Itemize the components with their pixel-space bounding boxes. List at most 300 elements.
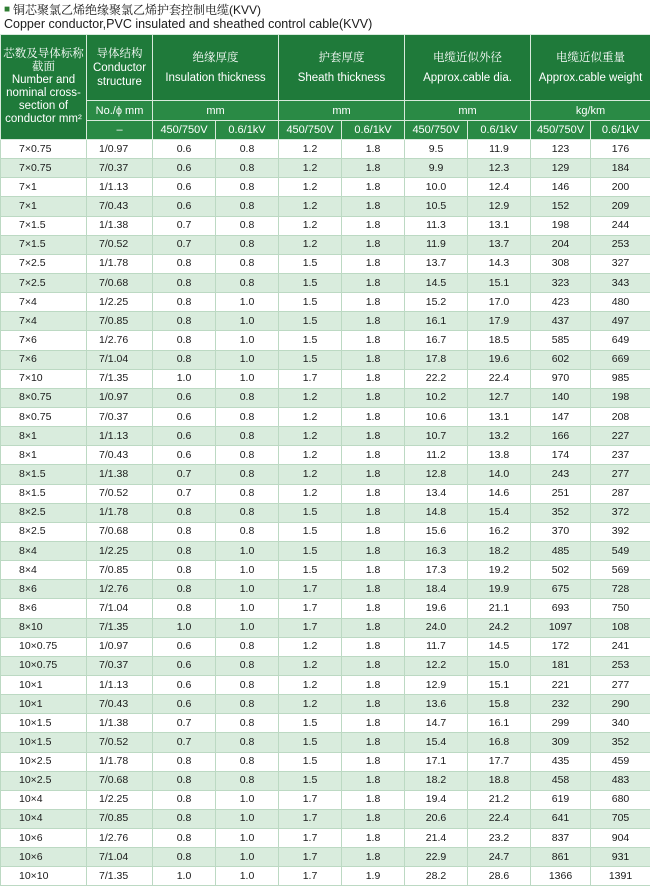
- table-cell: 16.8: [468, 733, 531, 752]
- header-cable-weight: 电缆近似重量 Approx.cable weight: [531, 35, 650, 101]
- table-cell: 198: [591, 388, 650, 407]
- table-cell: 693: [531, 599, 591, 618]
- table-cell: 1.2: [279, 656, 342, 675]
- table-cell: 7/0.68: [87, 273, 153, 292]
- header-insulation-thickness: 绝缘厚度 Insulation thickness: [153, 35, 279, 101]
- table-cell: 1.5: [279, 312, 342, 331]
- table-cell: 1.5: [279, 254, 342, 273]
- table-cell: 8×1.5: [1, 484, 87, 503]
- table-cell: 0.7: [153, 235, 216, 254]
- title-cn: 铜芯聚氯乙烯绝缘聚氯乙烯护套控制电缆(KVV): [13, 3, 261, 17]
- table-cell: 1.0: [216, 331, 279, 350]
- table-cell: 423: [531, 293, 591, 312]
- table-cell: 243: [531, 465, 591, 484]
- table-cell: 7/0.43: [87, 695, 153, 714]
- table-cell: 22.2: [405, 369, 468, 388]
- table-cell: 24.0: [405, 618, 468, 637]
- table-cell: 1.0: [216, 580, 279, 599]
- table-cell: 0.6: [153, 656, 216, 675]
- table-row: [1, 867, 650, 886]
- unit-structure: No./ϕ mm: [87, 101, 153, 121]
- table-cell: 15.4: [468, 503, 531, 522]
- table-cell: 1.8: [342, 503, 405, 522]
- table-cell: 19.9: [468, 580, 531, 599]
- table-cell: 0.7: [153, 733, 216, 752]
- table-cell: 323: [531, 273, 591, 292]
- table-cell: 1.8: [342, 369, 405, 388]
- table-cell: 221: [531, 675, 591, 694]
- table-cell: 1/0.97: [87, 140, 153, 159]
- table-row: [1, 714, 650, 733]
- table-cell: 10.7: [405, 427, 468, 446]
- table-cell: 22.4: [468, 809, 531, 828]
- table-cell: 1.8: [342, 273, 405, 292]
- table-cell: 569: [591, 561, 650, 580]
- table-cell: 17.3: [405, 561, 468, 580]
- table-cell: 15.2: [405, 293, 468, 312]
- table-cell: 10×1.5: [1, 733, 87, 752]
- table-cell: 1.8: [342, 675, 405, 694]
- table-cell: 0.8: [216, 178, 279, 197]
- table-row: [1, 561, 650, 580]
- table-cell: 1.8: [342, 752, 405, 771]
- table-cell: 10×2.5: [1, 771, 87, 790]
- table-cell: 7/0.85: [87, 809, 153, 828]
- table-cell: 1.8: [342, 216, 405, 235]
- table-cell: 14.5: [405, 273, 468, 292]
- table-cell: 1.8: [342, 140, 405, 159]
- table-cell: 549: [591, 541, 650, 560]
- table-cell: 1.5: [279, 293, 342, 312]
- table-cell: 7×4: [1, 312, 87, 331]
- table-cell: 0.8: [216, 733, 279, 752]
- table-cell: 19.4: [405, 790, 468, 809]
- table-cell: 0.8: [216, 675, 279, 694]
- table-cell: 352: [531, 503, 591, 522]
- table-cell: 1.8: [342, 771, 405, 790]
- table-cell: 1.2: [279, 140, 342, 159]
- table-cell: 18.4: [405, 580, 468, 599]
- table-cell: 28.2: [405, 867, 468, 886]
- table-cell: 340: [591, 714, 650, 733]
- table-row: [1, 695, 650, 714]
- table-cell: 299: [531, 714, 591, 733]
- table-cell: 12.9: [405, 675, 468, 694]
- table-cell: 14.7: [405, 714, 468, 733]
- table-cell: 1/0.97: [87, 637, 153, 656]
- table-cell: 1.8: [342, 254, 405, 273]
- table-cell: 1.8: [342, 561, 405, 580]
- bullet-square-icon: ■: [4, 3, 10, 17]
- table-cell: 1.0: [153, 618, 216, 637]
- table-cell: 7×1: [1, 197, 87, 216]
- table-cell: 1/1.13: [87, 427, 153, 446]
- table-cell: 0.8: [216, 216, 279, 235]
- voltage-06-1kv: 0.6/1kV: [216, 121, 279, 140]
- table-row: [1, 254, 650, 273]
- table-cell: 17.7: [468, 752, 531, 771]
- table-row: [1, 829, 650, 848]
- table-cell: 7×1: [1, 178, 87, 197]
- table-cell: 0.6: [153, 407, 216, 426]
- table-cell: 15.1: [468, 273, 531, 292]
- table-cell: 669: [591, 350, 650, 369]
- table-cell: 8×10: [1, 618, 87, 637]
- table-cell: 675: [531, 580, 591, 599]
- title-cn-line: [4, 3, 650, 17]
- table-cell: 602: [531, 350, 591, 369]
- table-cell: 1.0: [153, 369, 216, 388]
- table-cell: 1.8: [342, 446, 405, 465]
- table-cell: 0.8: [216, 273, 279, 292]
- table-cell: 0.6: [153, 197, 216, 216]
- table-cell: 10×2.5: [1, 752, 87, 771]
- table-cell: 7×10: [1, 369, 87, 388]
- table-cell: 140: [531, 388, 591, 407]
- table-cell: 1/2.76: [87, 331, 153, 350]
- table-cell: 1.8: [342, 809, 405, 828]
- table-cell: 1.8: [342, 618, 405, 637]
- header-sheath-thickness: 护套厚度 Sheath thickness: [279, 35, 405, 101]
- table-cell: 7×4: [1, 293, 87, 312]
- table-cell: 1.5: [279, 561, 342, 580]
- table-cell: 0.8: [216, 503, 279, 522]
- table-cell: 0.8: [153, 561, 216, 580]
- table-cell: 20.6: [405, 809, 468, 828]
- table-cell: 253: [591, 656, 650, 675]
- table-cell: 1.5: [279, 541, 342, 560]
- table-cell: 18.2: [468, 541, 531, 560]
- unit-sheath: mm: [279, 101, 405, 121]
- table-cell: 1.8: [342, 695, 405, 714]
- table-cell: 15.4: [405, 733, 468, 752]
- table-cell: 1.2: [279, 484, 342, 503]
- table-cell: 0.8: [216, 197, 279, 216]
- table-cell: 0.8: [216, 465, 279, 484]
- table-cell: 0.8: [153, 541, 216, 560]
- table-cell: 1.2: [279, 216, 342, 235]
- table-cell: 8×0.75: [1, 388, 87, 407]
- table-cell: 0.7: [153, 714, 216, 733]
- table-row: [1, 580, 650, 599]
- table-cell: 1.8: [342, 465, 405, 484]
- table-cell: 7/0.52: [87, 733, 153, 752]
- table-cell: 1.5: [279, 752, 342, 771]
- table-cell: 0.8: [216, 254, 279, 273]
- table-row: [1, 637, 650, 656]
- table-cell: 1.2: [279, 637, 342, 656]
- table-cell: 750: [591, 599, 650, 618]
- table-cell: 8×6: [1, 599, 87, 618]
- table-row: [1, 216, 650, 235]
- table-cell: 705: [591, 809, 650, 828]
- table-cell: 0.8: [153, 350, 216, 369]
- table-cell: 1.8: [342, 331, 405, 350]
- header-cable-diameter: 电缆近似外径 Approx.cable dia.: [405, 35, 531, 101]
- table-cell: 0.7: [153, 216, 216, 235]
- table-cell: 1.9: [342, 867, 405, 886]
- table-cell: 204: [531, 235, 591, 254]
- table-cell: 12.8: [405, 465, 468, 484]
- table-cell: 1.0: [216, 867, 279, 886]
- table-cell: 483: [591, 771, 650, 790]
- table-cell: 11.7: [405, 637, 468, 656]
- table-header: [1, 35, 650, 140]
- table-cell: 108: [591, 618, 650, 637]
- table-cell: 181: [531, 656, 591, 675]
- table-cell: 13.4: [405, 484, 468, 503]
- table-cell: 0.8: [216, 695, 279, 714]
- table-cell: 1.8: [342, 235, 405, 254]
- table-cell: 7/0.43: [87, 446, 153, 465]
- table-cell: 0.8: [153, 848, 216, 867]
- table-cell: 502: [531, 561, 591, 580]
- table-cell: 7/0.37: [87, 656, 153, 675]
- table-cell: 861: [531, 848, 591, 867]
- table-cell: 16.3: [405, 541, 468, 560]
- table-cell: 0.6: [153, 446, 216, 465]
- table-cell: 17.9: [468, 312, 531, 331]
- table-cell: 208: [591, 407, 650, 426]
- table-cell: 1.5: [279, 522, 342, 541]
- table-cell: 970: [531, 369, 591, 388]
- table-cell: 0.8: [153, 790, 216, 809]
- table-cell: 7/1.35: [87, 369, 153, 388]
- table-cell: 1/2.76: [87, 829, 153, 848]
- table-cell: 0.6: [153, 388, 216, 407]
- table-cell: 1.8: [342, 599, 405, 618]
- voltage-06-1kv: 0.6/1kV: [342, 121, 405, 140]
- table-cell: 15.8: [468, 695, 531, 714]
- table-cell: 129: [531, 159, 591, 178]
- table-cell: 1/1.78: [87, 752, 153, 771]
- table-cell: 1/2.76: [87, 580, 153, 599]
- table-cell: 12.7: [468, 388, 531, 407]
- table-cell: 11.9: [405, 235, 468, 254]
- table-cell: 1/0.97: [87, 388, 153, 407]
- table-cell: 7/0.52: [87, 484, 153, 503]
- table-cell: 16.2: [468, 522, 531, 541]
- table-cell: 0.8: [216, 714, 279, 733]
- table-cell: 0.7: [153, 465, 216, 484]
- table-body: [1, 140, 650, 886]
- table-cell: 166: [531, 427, 591, 446]
- table-cell: 18.5: [468, 331, 531, 350]
- table-cell: 237: [591, 446, 650, 465]
- table-cell: 290: [591, 695, 650, 714]
- table-cell: 1.7: [279, 618, 342, 637]
- table-cell: 14.3: [468, 254, 531, 273]
- table-cell: 7/0.85: [87, 312, 153, 331]
- table-cell: 123: [531, 140, 591, 159]
- table-cell: 1/1.38: [87, 216, 153, 235]
- table-cell: 13.7: [405, 254, 468, 273]
- table-cell: 1/1.13: [87, 675, 153, 694]
- table-cell: 1.2: [279, 407, 342, 426]
- table-cell: 0.8: [216, 407, 279, 426]
- table-cell: 8×1: [1, 427, 87, 446]
- table-cell: 0.6: [153, 695, 216, 714]
- table-cell: 904: [591, 829, 650, 848]
- table-cell: 1.2: [279, 197, 342, 216]
- table-cell: 7/1.04: [87, 350, 153, 369]
- table-row: [1, 848, 650, 867]
- table-cell: 7×2.5: [1, 254, 87, 273]
- table-cell: 21.4: [405, 829, 468, 848]
- table-row: [1, 733, 650, 752]
- table-cell: 7/0.68: [87, 522, 153, 541]
- table-cell: 8×0.75: [1, 407, 87, 426]
- table-cell: 0.8: [216, 446, 279, 465]
- table-cell: 13.8: [468, 446, 531, 465]
- table-cell: 12.9: [468, 197, 531, 216]
- table-cell: 1.0: [216, 561, 279, 580]
- table-row: [1, 484, 650, 503]
- table-cell: 21.2: [468, 790, 531, 809]
- table-cell: 1.5: [279, 714, 342, 733]
- table-cell: 327: [591, 254, 650, 273]
- table-cell: 1.7: [279, 580, 342, 599]
- table-cell: 14.0: [468, 465, 531, 484]
- table-cell: 0.8: [216, 752, 279, 771]
- table-cell: 7×6: [1, 331, 87, 350]
- table-cell: 16.7: [405, 331, 468, 350]
- table-cell: 309: [531, 733, 591, 752]
- table-cell: 232: [531, 695, 591, 714]
- table-cell: 1.0: [216, 293, 279, 312]
- table-cell: 7×6: [1, 350, 87, 369]
- table-cell: 0.6: [153, 637, 216, 656]
- table-cell: 480: [591, 293, 650, 312]
- table-cell: 1/1.38: [87, 465, 153, 484]
- table-cell: 172: [531, 637, 591, 656]
- table-cell: 308: [531, 254, 591, 273]
- table-cell: 244: [591, 216, 650, 235]
- table-cell: 370: [531, 522, 591, 541]
- table-cell: 1.5: [279, 331, 342, 350]
- table-cell: 7/1.35: [87, 618, 153, 637]
- document-title: [0, 0, 650, 34]
- table-cell: 585: [531, 331, 591, 350]
- table-cell: 1.0: [216, 541, 279, 560]
- table-cell: 15.0: [468, 656, 531, 675]
- table-cell: 1.0: [216, 829, 279, 848]
- table-cell: 1.8: [342, 541, 405, 560]
- table-cell: 13.6: [405, 695, 468, 714]
- table-cell: 14.5: [468, 637, 531, 656]
- unit-weight: kg/km: [531, 101, 650, 121]
- table-cell: 1.2: [279, 159, 342, 178]
- table-row: [1, 790, 650, 809]
- table-cell: 10×1.5: [1, 714, 87, 733]
- table-row: [1, 752, 650, 771]
- table-cell: 13.7: [468, 235, 531, 254]
- table-cell: 176: [591, 140, 650, 159]
- table-cell: 251: [531, 484, 591, 503]
- table-cell: 1.2: [279, 235, 342, 254]
- table-cell: 1.8: [342, 388, 405, 407]
- table-cell: 287: [591, 484, 650, 503]
- table-cell: 1.7: [279, 809, 342, 828]
- table-cell: 0.6: [153, 675, 216, 694]
- unit-diameter: mm: [405, 101, 531, 121]
- table-row: [1, 599, 650, 618]
- table-cell: 7×0.75: [1, 159, 87, 178]
- table-cell: 1.2: [279, 178, 342, 197]
- table-cell: 9.9: [405, 159, 468, 178]
- table-cell: 728: [591, 580, 650, 599]
- table-cell: 1.7: [279, 848, 342, 867]
- table-cell: 1.2: [279, 427, 342, 446]
- table-cell: 437: [531, 312, 591, 331]
- table-cell: 7×2.5: [1, 273, 87, 292]
- table-cell: 0.8: [153, 312, 216, 331]
- table-cell: 7/1.04: [87, 848, 153, 867]
- table-cell: 0.8: [216, 484, 279, 503]
- table-cell: 253: [591, 235, 650, 254]
- table-cell: 0.8: [153, 580, 216, 599]
- table-cell: 9.5: [405, 140, 468, 159]
- table-row: [1, 541, 650, 560]
- table-cell: 12.2: [405, 656, 468, 675]
- table-row: [1, 503, 650, 522]
- table-row: [1, 771, 650, 790]
- voltage-06-1kv: 0.6/1kV: [468, 121, 531, 140]
- table-cell: 1366: [531, 867, 591, 886]
- table-row: [1, 407, 650, 426]
- table-row: [1, 331, 650, 350]
- table-cell: 28.6: [468, 867, 531, 886]
- table-cell: 7/0.85: [87, 561, 153, 580]
- table-cell: 7/0.37: [87, 407, 153, 426]
- table-cell: 15.1: [468, 675, 531, 694]
- table-cell: 209: [591, 197, 650, 216]
- table-cell: 14.6: [468, 484, 531, 503]
- table-cell: 227: [591, 427, 650, 446]
- table-cell: 1.0: [216, 618, 279, 637]
- table-cell: 392: [591, 522, 650, 541]
- table-row: [1, 388, 650, 407]
- table-cell: 1.7: [279, 599, 342, 618]
- table-cell: 19.6: [468, 350, 531, 369]
- table-cell: 7/0.68: [87, 771, 153, 790]
- table-cell: 649: [591, 331, 650, 350]
- title-en: Copper conductor,PVC insulated and sheathed control cable(KVV): [4, 17, 650, 32]
- table-cell: 8×6: [1, 580, 87, 599]
- table-cell: 372: [591, 503, 650, 522]
- table-row: [1, 350, 650, 369]
- table-cell: 1.2: [279, 675, 342, 694]
- table-row: [1, 522, 650, 541]
- table-cell: 12.3: [468, 159, 531, 178]
- voltage-450-750: 450/750V: [153, 121, 216, 140]
- table-cell: 17.8: [405, 350, 468, 369]
- table-cell: 7×1.5: [1, 216, 87, 235]
- voltage-06-1kv: 0.6/1kV: [591, 121, 650, 140]
- table-cell: 18.8: [468, 771, 531, 790]
- table-cell: 1.0: [153, 867, 216, 886]
- table-cell: 17.1: [405, 752, 468, 771]
- table-cell: 985: [591, 369, 650, 388]
- structure-dash: –: [87, 121, 153, 140]
- table-cell: 0.8: [153, 293, 216, 312]
- table-cell: 1.5: [279, 503, 342, 522]
- table-cell: 8×1: [1, 446, 87, 465]
- table-cell: 1.8: [342, 312, 405, 331]
- table-cell: 147: [531, 407, 591, 426]
- table-cell: 24.7: [468, 848, 531, 867]
- table-cell: 198: [531, 216, 591, 235]
